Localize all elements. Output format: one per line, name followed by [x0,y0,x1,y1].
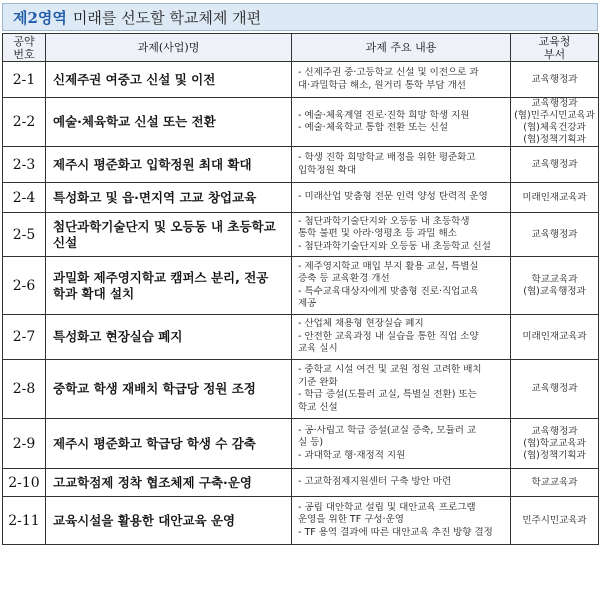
header-department: 교육청 부서 [511,34,599,62]
task-content-line: - 안전한 교육과정 내 실습을 통한 직업 소양 [298,330,479,342]
pledge-number: 2-5 [3,213,46,257]
header-task-content: 과제 주요 내용 [292,34,511,62]
department-line: 교육행정과 [531,425,578,437]
task-content-line: - 미래산업 맞춤형 전문 인력 양성 탄력적 운영 [298,191,488,203]
task-name [46,147,292,183]
department [511,147,599,183]
task-content-line: - 학급 증설(도틀러 교실, 특별실 전환) 또는 [298,389,477,400]
table-header-row [3,34,599,62]
task-name-line: 과밀화 제주영지학교 캠퍼스 분리, 전공 [53,269,269,285]
task-content-line: - 제주영지학교 매입 부지 활용 교실, 특별실 [298,260,479,272]
task-name-line: 특성화고 및 읍·면지역 고교 창업교육 [53,189,257,205]
task-content-line: - 예술·체육학교 통합 전환 또는 신설 [298,122,449,133]
task-content [292,62,511,98]
pledge-number: 2-11 [3,497,46,545]
task-content-line: - 산업체 채용형 현장실습 폐지 [298,318,424,330]
task-content-line: 학교 신설 [298,401,338,413]
table-row [3,469,599,497]
table-body [3,62,599,545]
department [511,497,599,545]
task-content-line: 증축 등 교육환경 개선 [298,273,390,284]
table-row [3,497,599,545]
department [511,315,599,360]
department-line: (협)정책기획과 [523,449,586,461]
pledge-number: 2-4 [3,183,46,213]
task-name-line: 특성화고 현장실습 폐지 [53,329,183,344]
task-content [292,98,511,147]
task-name [46,469,292,497]
task-name-line: 교육시설을 활용한 대안교육 운영 [53,512,236,528]
pledge-number: 2-7 [3,315,46,360]
pledge-number: 2-2 [3,98,46,147]
department [511,257,599,315]
section-number: 제2영역 [13,8,67,27]
task-name [46,257,292,315]
task-name [46,62,292,98]
task-name [46,98,292,147]
department [511,183,599,213]
department-line: 교육행정과 [531,158,578,170]
task-name-line: 예술·체육학교 신설 또는 전환 [53,114,216,129]
department [511,62,599,98]
department-line: (협)정책기획과 [523,134,586,145]
department [511,213,599,257]
department-line: (협)체육건강과 [523,122,586,133]
task-content-line: 통학 불편 및 아라·영평초 등 과밀 해소 [298,228,457,240]
table-row [3,419,599,469]
task-content-line: 실 등) [298,437,324,449]
task-name-line: 학과 확대 설치 [53,285,135,301]
department [511,98,599,147]
task-content-line: - 과대학교 행·재정적 지원 [298,449,406,461]
department-line: 미래인재교육과 [522,331,587,342]
task-name [46,497,292,545]
department-line: 학교교육과 [531,476,578,488]
pledge-number: 2-8 [3,360,46,419]
department-line: 교육행정과 [531,98,578,109]
task-content [292,147,511,183]
task-content-line: - TF 용역 결과에 따른 대안교육 추진 방향 결정 [298,526,493,538]
task-content [292,213,511,257]
header-pledge-number: 공약 번호 [3,34,46,62]
task-name [46,315,292,360]
task-content-line: 제공 [298,298,317,309]
department-line: 교육행정과 [531,73,578,85]
task-name-line: 신설 [53,234,78,250]
task-content-line: - 첨단과학기술단지와 오등동 내 초등학생 [298,215,470,227]
table-row [3,360,599,419]
task-content-line: - 예술·체육계열 진로·진학 희망 학생 지원 [298,109,470,121]
department-line: 교육행정과 [531,383,578,394]
task-content-line: - 신제주권 중·고등학교 신설 및 이전으로 과 [298,67,479,78]
department-line: 학교교육과 [531,273,578,285]
pledge-number: 2-9 [3,419,46,469]
task-content-line: 기준 완화 [298,376,338,388]
table-row [3,62,599,98]
task-content-line: 입학정원 확대 [298,164,357,176]
task-name-line: 제주시 평준화고 학급당 학생 수 감축 [53,435,256,451]
table-row [3,213,599,257]
table-row [3,183,599,213]
department-line: (협)학교교육과 [523,437,586,449]
pledge-number: 2-6 [3,257,46,315]
task-name-line: 제주시 평준화고 입학정원 최대 확대 [53,156,252,172]
task-content [292,315,511,360]
task-content [292,360,511,419]
task-content [292,183,511,213]
task-content-line: - 고교학점제지원센터 구축 방안 마련 [298,476,452,488]
section-title: 미래를 선도할 학교체제 개편 [72,8,262,27]
task-name-line: 고교학점제 정착 협조체제 구축·운영 [53,474,252,490]
task-content-line: - 학생 진학 희망학교 배정을 위한 평준화고 [298,152,476,163]
table-row [3,98,599,147]
pledge-number: 2-10 [3,469,46,497]
task-content-line: - 중학교 시설 여건 및 교원 정원 고려한 배치 [298,364,482,375]
table-row [3,257,599,315]
department-line: (협)민주시민교육과 [514,110,595,121]
task-content-line: 교육 실시 [298,343,338,355]
task-content [292,257,511,315]
department-line: 미래인재교육과 [522,191,587,203]
task-name-line: 신제주권 여중고 신설 및 이전 [53,71,216,87]
task-content-line: - 특수교육대상자에게 맞춤형 진로·직업교육 [298,285,479,297]
task-name-line: 첨단과학기술단지 및 오등동 내 초등학교 [53,218,276,234]
table-row [3,315,599,360]
table-row [3,147,599,183]
department [511,469,599,497]
task-name [46,213,292,257]
task-content-line: 대·과밀학급 해소, 원거리 통학 부담 개선 [298,79,466,91]
department [511,419,599,469]
task-name [46,183,292,213]
task-name [46,360,292,419]
task-content [292,419,511,469]
department [511,360,599,419]
department-line: (협)교육행정과 [523,285,586,297]
task-content [292,469,511,497]
pledge-table [2,33,599,545]
task-content [292,497,511,545]
section-title-bar [2,3,598,31]
task-content-line: - 공·사립고 학급 증설(교실 증축, 모듈러 교 [298,424,477,436]
task-content-line: 운영을 위한 TF 구성·운영 [298,514,404,526]
pledge-number: 2-3 [3,147,46,183]
task-name [46,419,292,469]
task-content-line: - 공립 대안학교 설립 및 대안교육 프로그램 [298,501,476,513]
task-content-line: - 첨단과학기술단지와 오등동 내 초등학교 신설 [298,240,491,252]
pledge-number: 2-1 [3,62,46,98]
header-task-name: 과제(사업)명 [46,34,292,62]
department-line: 교육행정과 [531,228,578,240]
department-line: 민주시민교육과 [522,514,587,526]
task-name-line: 중학교 학생 재배치 학급당 정원 조정 [53,381,256,396]
